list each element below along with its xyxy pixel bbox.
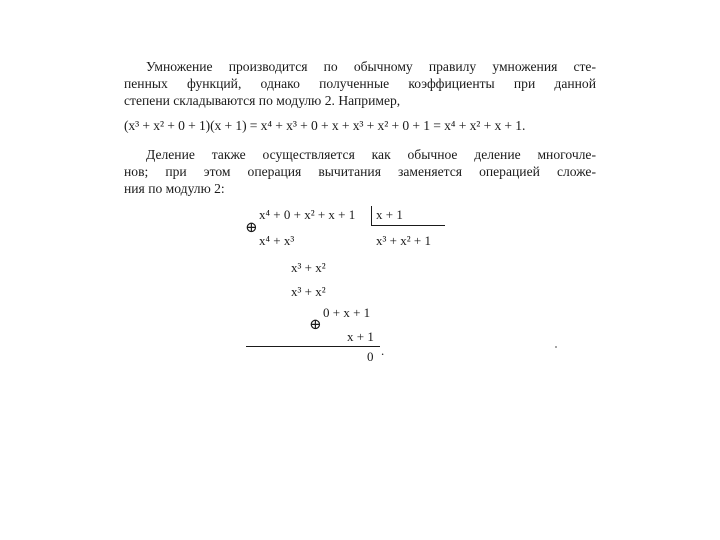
division-remainder: x³ + x² — [291, 260, 326, 275]
xor-operator-icon: ⊕ — [309, 317, 322, 333]
paragraph-division — [124, 146, 596, 197]
division-quotient: x³ + x² + 1 — [376, 233, 431, 248]
division-final-remainder: 0 — [367, 349, 374, 364]
paragraph-line: пенных функций, однако полученные коэффициенты при данной — [124, 76, 596, 91]
divisor-underline — [371, 225, 445, 226]
division-remainder: 0 + x + 1 — [323, 305, 371, 320]
paragraph-line: Деление также осуществляется как обычное деление многочле- — [146, 147, 596, 162]
division-dividend: x⁴ + 0 + x² + x + 1 — [259, 207, 356, 222]
paragraph-line: нов; при этом операция вычитания заменяется операцией сложе- — [124, 164, 596, 179]
paragraph-line: степени складываются по модулю 2. Например, — [124, 93, 401, 108]
paragraph-line: ния по модулю 2: — [124, 181, 225, 196]
paragraph-multiplication — [124, 58, 596, 109]
paragraph-line: Умножение производится по обычному правилу умножения сте- — [146, 59, 596, 74]
scan-speck — [555, 346, 557, 348]
formula-text: (x³ + x² + 0 + 1)(x + 1) = x⁴ + x³ + 0 + x + x³ + x² + 0 + 1 = x⁴ + x² + x + 1. — [124, 118, 526, 133]
division-subtrahend: x⁴ + x³ — [259, 233, 295, 248]
division-divisor: x + 1 — [376, 207, 403, 222]
division-subtrahend: x + 1 — [347, 329, 374, 344]
multiplication-formula — [124, 118, 600, 134]
xor-operator-icon: ⊕ — [245, 220, 258, 236]
division-bracket — [371, 206, 372, 226]
final-rule — [246, 346, 380, 347]
division-subtrahend: x³ + x² — [291, 284, 326, 299]
end-period: . — [381, 343, 385, 358]
